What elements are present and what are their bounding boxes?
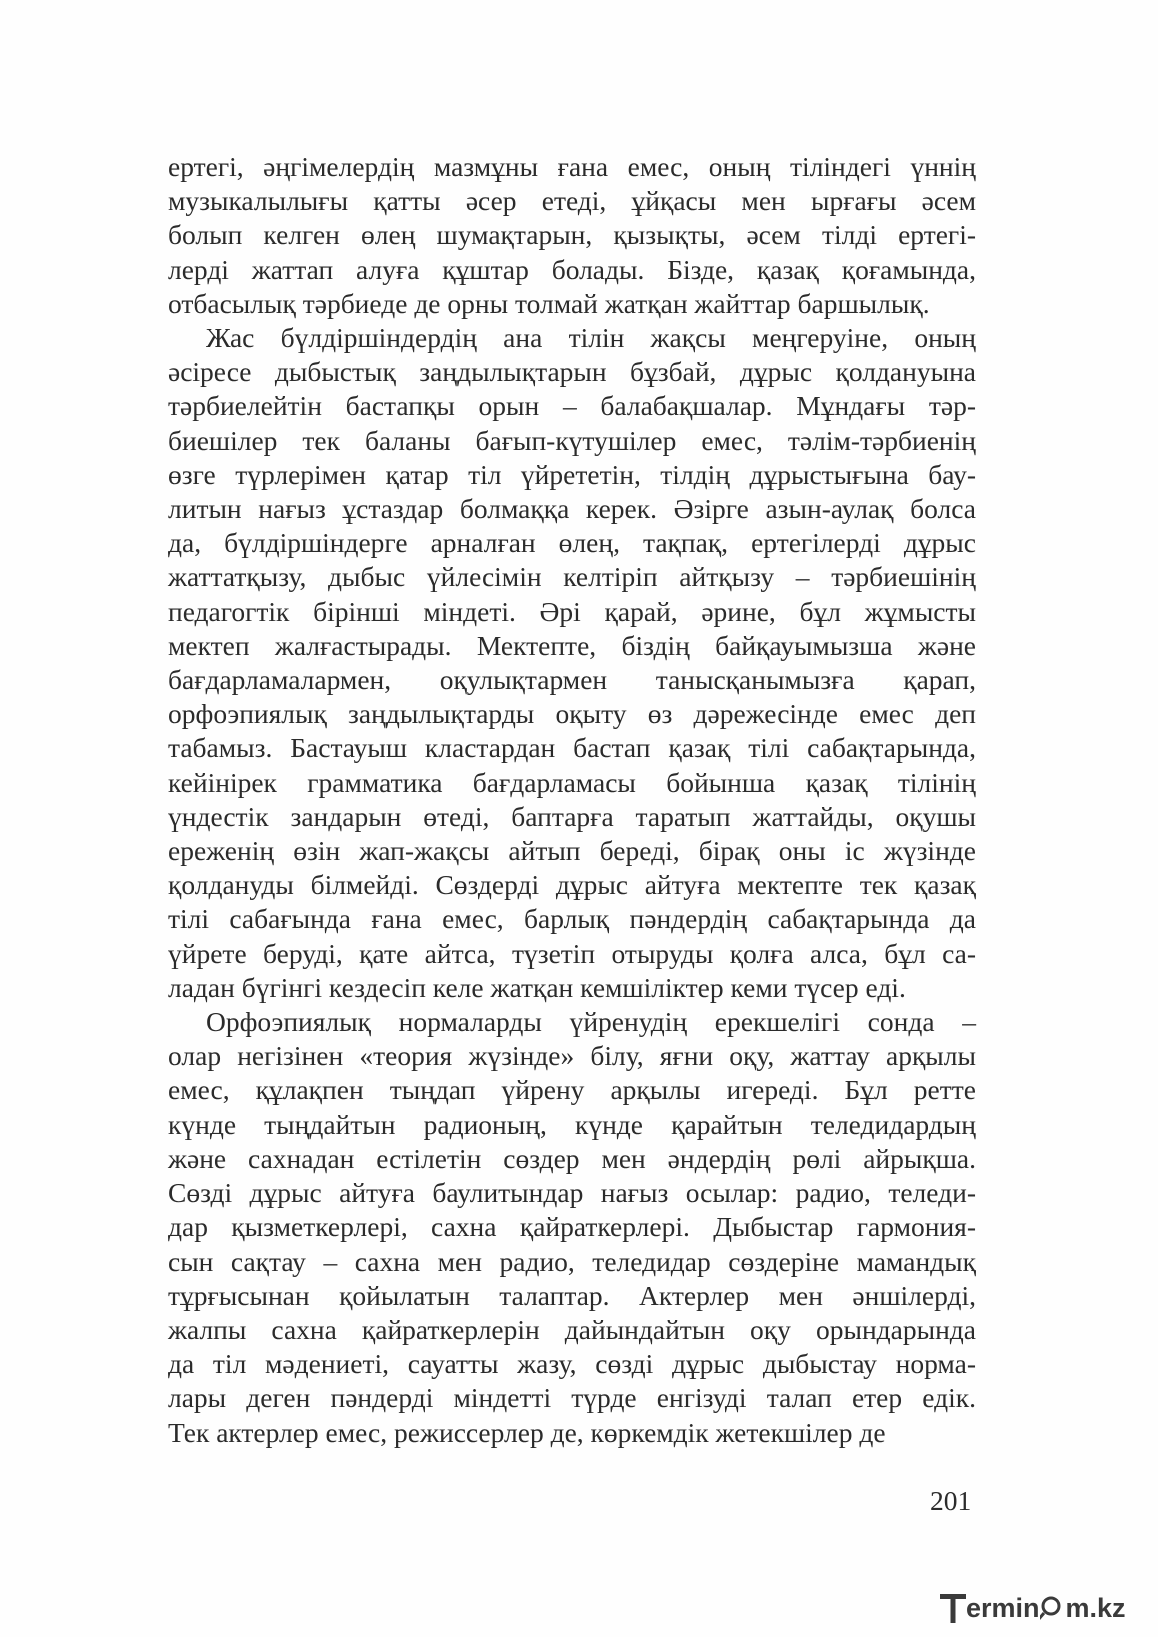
text-line: ертегі, әңгімелердің мазмұны ғана емес, оның тіліндегі үннің [168,151,976,182]
text-line: литын нағыз ұстаздар болмаққа керек. Әзірге азын-аулақ болса [168,493,976,525]
t-letter-icon [940,1591,966,1625]
text-line: Орфоэпиялық нормаларды үйренудің ерекшелігі сонда – [206,1006,976,1038]
text-line: үйрете беруді, қате айтса, түзетіп отыруды қолға алса, бұл са- [168,937,976,969]
text-line: лары деген пәндерді міндетті түрде енгізуді талап етер едік. [168,1382,976,1414]
text-line: Жас бүлдіршіндердің ана тілін жақсы меңгеруіне, оның [206,322,976,354]
text-line: өзге түрлерімен қатар тіл үйрететін, тілдің дұрыстығына бау- [168,458,976,490]
text-line: дар қызметкерлері, сахна қайраткерлері. Дыбыстар гармония- [168,1211,976,1243]
text-line: тілі сабағында ғана емес, барлық пәндердің сабақтарында да [168,903,976,935]
text-line: болып келген өлең шумақтарын, қызықты, әсем тілді ертегі- [168,219,976,251]
text-line: кейінірек грамматика бағдарламасы бойынша қазақ тілінің [168,766,976,798]
text-line: музыкалылығы қатты әсер етеді, ұйқасы мен ырғағы әсем [168,185,976,217]
text-line: да тіл мәдениеті, сауатты жазу, сөзді дұрыс дыбыстау норма- [168,1348,976,1380]
text-line: жалпы сахна қайраткерлерін дайындайтын оқу орындарында [168,1313,976,1345]
text-line: педагогтік бірінші міндеті. Әрі қарай, әрине, бұл жұмысты [168,595,976,627]
text-line: олар негізінен «теория жүзінде» білу, яғни оқу, жаттау арқылы [168,1040,976,1072]
text-line: лерді жаттап алуға құштар болады. Бізде, қазақ қоғамында, [168,253,976,285]
text-line: биешілер тек баланы бағып-күтушілер емес, тәлім-тәрбиенің [168,424,976,456]
text-line: әсіресе дыбыстық заңдылықтарын бұзбай, дұрыс қолдануына [168,356,976,388]
text-line: Тек актерлер емес, режиссерлер де, көркемдік жетекшілер де [168,1416,886,1448]
text-line: мектеп жалғастырады. Мектепте, біздің байқауымызша және [168,629,976,661]
text-line: үндестік зандарын өтеді, баптарға таратып жаттайды, оқушы [168,800,976,832]
text-line: емес, құлақпен тыңдап үйрену арқылы игереді. Бұл ретте [168,1074,976,1106]
text-line: күнде тыңдайтын радионың, күнде қарайтын теледидардың [168,1108,976,1140]
text-line: Сөзді дұрыс айтуға баулитындар нағыз осылар: радио, теледи- [168,1177,976,1209]
body-text [168,150,976,1450]
text-line: тәрбиелейтін бастапқы орын – балабақшалар. Мұндағы тәр- [168,390,976,422]
watermark-text-start: ermin [966,1592,1040,1623]
text-line: ереженің өзін жап-жақсы айтып береді, бірақ оны іс жүзінде [168,835,976,867]
text-line: табамыз. Бастауыш кластардан бастап қазақ тілі сабақтарында, [168,732,976,764]
text-line: ладан бүгінгі кездесіп келе жатқан кемшіліктер кеми түсер еді. [168,971,906,1003]
text-line: да, бүлдіршіндерге арналған өлең, тақпақ, ертегілерді дұрыс [168,527,976,559]
page-number: 201 [930,1485,972,1516]
text-line: жаттатқызу, дыбыс үйлесімін келтіріп айтқызу – тәрбиешінің [168,561,976,593]
text-line: бағдарламалармен, оқулықтармен танысқанымызға қарап, [168,664,976,696]
text-line: орфоэпиялық заңдылықтарды оқыту өз дәрежесінде емес деп [168,698,976,730]
watermark-logo [940,1588,1126,1628]
text-line: сын сақтау – сахна мен радио, теледидар сөздеріне мамандық [168,1245,976,1277]
text-line: қолдануды білмейді. Сөздерді дұрыс айтуға мектепте тек қазақ [168,869,976,901]
text-line: отбасылық тәрбиеде де орны толмай жатқан жайттар баршылық. [168,287,930,319]
text-line: және сахнадан естілетін сөздер мен әндердің рөлі айрықша. [168,1142,976,1174]
watermark-text-end: m.kz [1065,1592,1126,1623]
text-line: тұрғысынан қойылатын талаптар. Актерлер мен әншілерді, [168,1279,976,1311]
magnifier-icon [1040,1593,1066,1623]
